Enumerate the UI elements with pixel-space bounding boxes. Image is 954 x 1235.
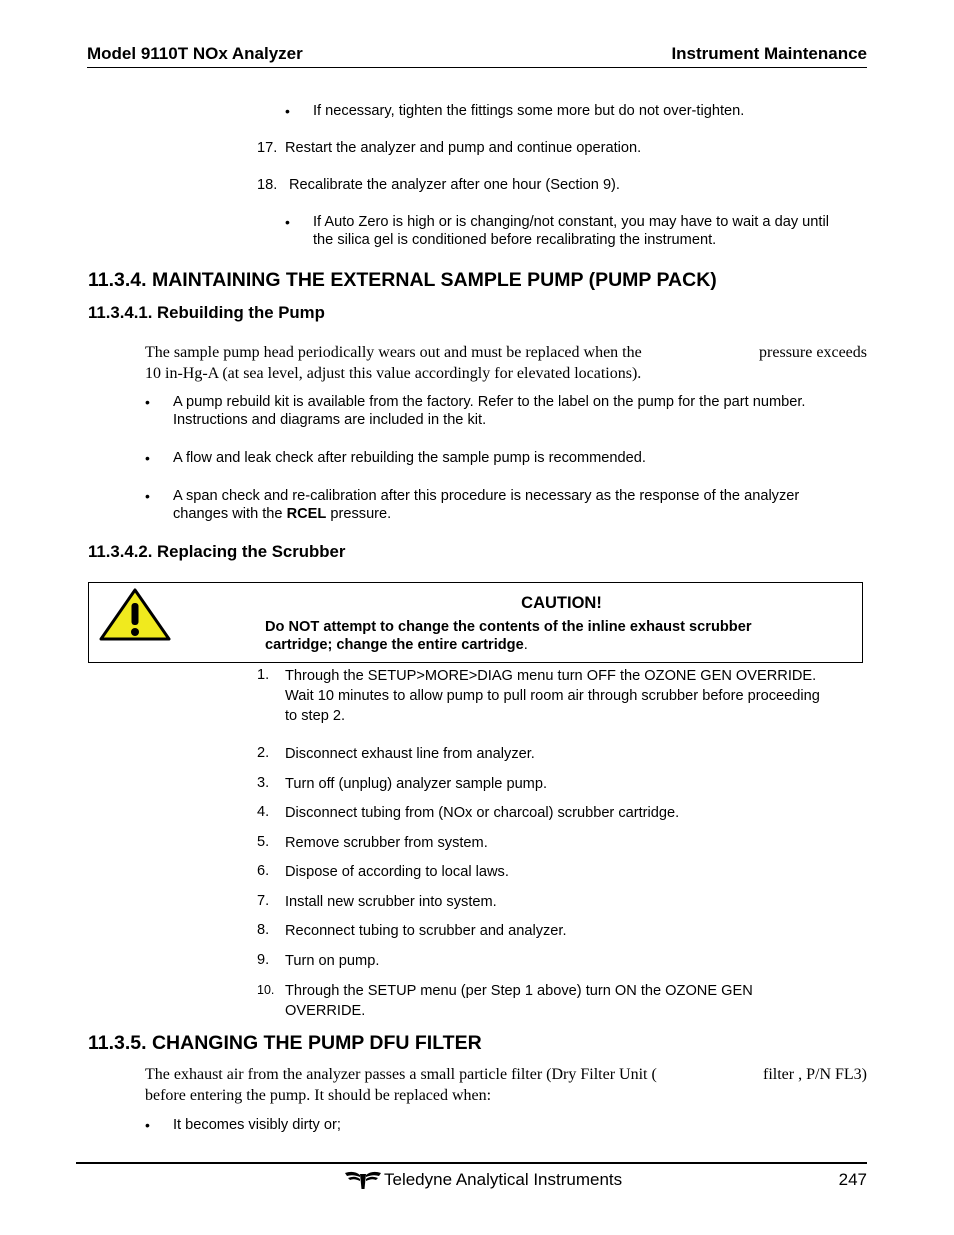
bullet-dot: • [285, 103, 290, 119]
bullet-text: A flow and leak check after rebuilding the sample pump is recommended. [173, 450, 646, 466]
step-text-line: Wait 10 minutes to allow pump to pull room air through scrubber before proceeding [285, 688, 820, 704]
step-text [285, 951, 379, 971]
rcel-bold: RCEL [286, 506, 327, 522]
step-text-line: OVERRIDE. [285, 1003, 366, 1019]
step-text: Restart the analyzer and pump and continue operation. [285, 140, 642, 156]
step-number: 1. [257, 667, 270, 683]
step-text-line: Dispose of according to local laws. [285, 864, 509, 880]
step-text [285, 774, 547, 794]
step-text-line: Remove scrubber from system. [285, 835, 488, 851]
step-number: 4. [257, 804, 270, 820]
header-left: Model 9110T NOx Analyzer [87, 44, 303, 63]
bullet-text-line: If Auto Zero is high or is changing/not constant, you may have to wait a day until [313, 214, 829, 230]
step-text-line: Disconnect tubing from (NOx or charcoal) scrubber cartridge. [285, 805, 680, 821]
bullet-text-line: the silica gel is conditioned before recalibrating the instrument. [313, 232, 717, 248]
dfu-paragraph-line-2: before entering the pump. It should be replaced when: [145, 1087, 492, 1104]
bullet-text-line: A span check and re-calibration after this procedure is necessary as the response of the analyzer [173, 488, 800, 504]
step-text [285, 892, 497, 912]
caution-text [265, 618, 752, 654]
bullet-dot: • [145, 1117, 150, 1133]
step-text: Recalibrate the analyzer after one hour (Section 9). [289, 177, 620, 193]
caution-box [88, 582, 863, 663]
caution-line [265, 636, 752, 654]
page-number: 247 [838, 1170, 867, 1189]
step-number: 8. [257, 922, 270, 938]
step-text-line: Reconnect tubing to scrubber and analyzer. [285, 923, 567, 939]
step-text-line: to step 2. [285, 708, 346, 724]
step-number: 9. [257, 952, 270, 968]
bullet-dot: • [145, 394, 150, 410]
step-text-line: Through the SETUP>MORE>DIAG menu turn OFF the OZONE GEN OVERRIDE. [285, 668, 817, 684]
header-right: Instrument Maintenance [671, 44, 867, 63]
text-span: pressure. [326, 506, 392, 522]
dfu-paragraph-line-1a: The exhaust air from the analyzer passes a small particle filter (Dry Filter Unit ( [145, 1066, 657, 1083]
step-text-line: Turn on pump. [285, 953, 380, 969]
step-text-line: Turn off (unplug) analyzer sample pump. [285, 776, 548, 792]
header-rule [87, 67, 867, 68]
step-text-line: Through the SETUP menu (per Step 1 above) turn ON the OZONE GEN [285, 983, 753, 999]
caution-line: Do NOT attempt to change the contents of the inline exhaust scrubber [265, 619, 752, 635]
section-title-11-3-4: 11.3.4. MAINTAINING THE EXTERNAL SAMPLE PUMP (PUMP PACK) [88, 269, 717, 291]
footer-company: Teledyne Analytical Instruments [384, 1170, 623, 1189]
step-number: 17. [257, 140, 278, 156]
caution-line-end: . [523, 637, 528, 653]
step-text [285, 744, 535, 764]
bullet-dot: • [145, 450, 150, 466]
step-number: 18. [257, 177, 278, 193]
caution-title: CAUTION! [521, 594, 602, 612]
text-span: changes with the [173, 506, 287, 522]
step-number: 10. [257, 983, 275, 997]
rebuild-paragraph-line-1a: The sample pump head periodically wears out and must be replaced when the [145, 344, 642, 361]
bullet-text-line: A pump rebuild kit is available from the factory. Refer to the label on the pump for the part number. [173, 394, 806, 410]
dfu-paragraph-line-1b: filter , P/N FL3) [763, 1066, 867, 1083]
rebuild-paragraph-line-1b: pressure exceeds [759, 344, 867, 361]
step-number: 7. [257, 893, 270, 909]
step-17 [257, 139, 642, 157]
step-number: 5. [257, 834, 270, 850]
step-text-line: Install new scrubber into system. [285, 894, 497, 910]
teledyne-logo-icon [345, 1170, 381, 1190]
caution-line-bold: cartridge; change the entire cartridge [265, 637, 524, 653]
bullet-text: It becomes visibly dirty or; [173, 1117, 341, 1133]
bullet-text-line: Instructions and diagrams are included in the kit. [173, 412, 487, 428]
bullet-dot: • [145, 488, 150, 504]
step-text [285, 803, 679, 823]
step-text [285, 666, 820, 726]
bullet-dot: • [285, 214, 290, 230]
bullet-text: If necessary, tighten the fittings some more but do not over-tighten. [313, 103, 745, 119]
bullet-text-line [173, 505, 799, 523]
footer-rule [76, 1162, 867, 1164]
step-number: 6. [257, 863, 270, 879]
step-number: 3. [257, 775, 270, 791]
rebuild-paragraph-line-2: 10 in-Hg-A (at sea level, adjust this value accordingly for elevated locations). [145, 365, 642, 382]
section-title-11-3-5: 11.3.5. CHANGING THE PUMP DFU FILTER [88, 1032, 482, 1054]
step-text-line: Disconnect exhaust line from analyzer. [285, 746, 535, 762]
step-text [285, 921, 567, 941]
subsection-title-scrubber: 11.3.4.2. Replacing the Scrubber [88, 542, 346, 561]
step-number: 2. [257, 745, 270, 761]
step-text [285, 862, 509, 882]
step-text [285, 981, 753, 1021]
step-text [285, 833, 488, 853]
step-18 [257, 176, 620, 194]
subsection-title-rebuilding: 11.3.4.1. Rebuilding the Pump [88, 303, 325, 322]
